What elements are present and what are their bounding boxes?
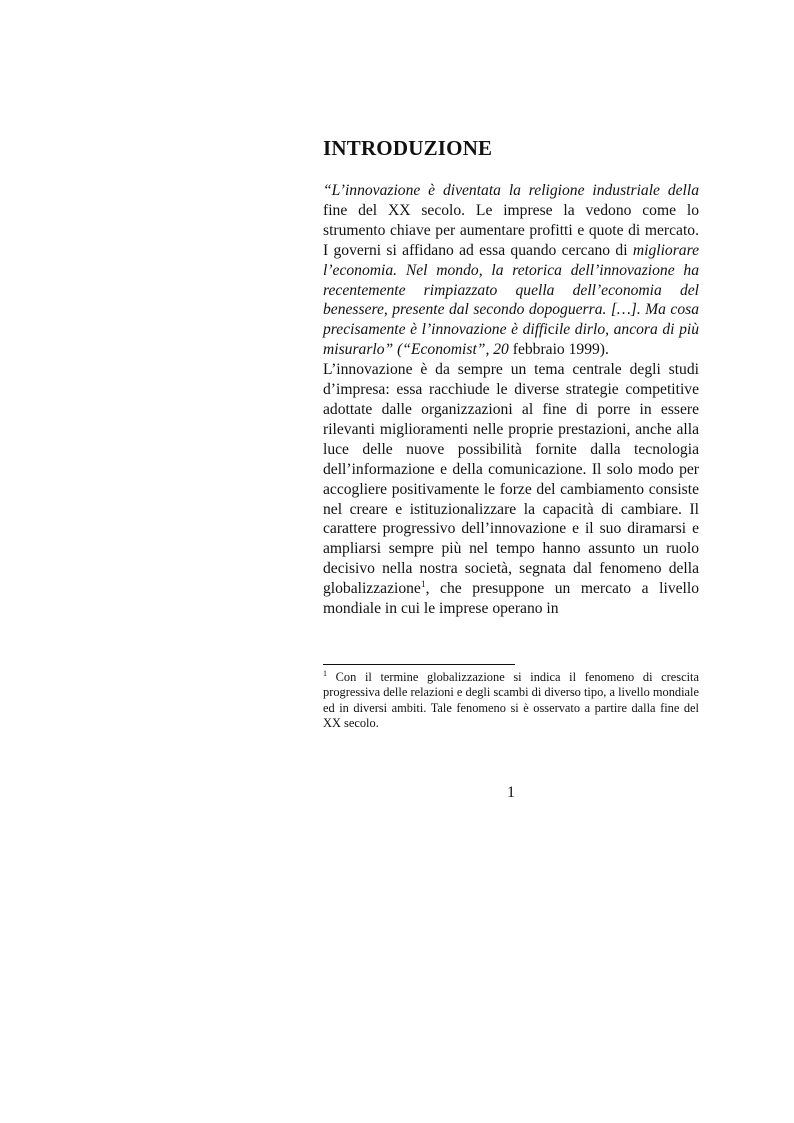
footnote-text: Con il termine globalizzazione si indica il fenomeno di crescita progressiva delle relazioni e degli scambi di diverso tipo, a livello mondiale ed in diversi ambiti. Tale fenomeno si è osservato a partire dalla fine del XX secolo. xyxy=(323,670,699,730)
page-number: 1 xyxy=(507,784,515,801)
paragraph-text-2: , che presuppone un mercato a livello mondiale in cui le imprese operano in xyxy=(323,580,699,618)
body-text xyxy=(323,181,699,619)
quote-italic-1: “L’innovazione è diventata la religione industriale della xyxy=(323,182,699,199)
footnote-marker: 1 xyxy=(323,668,327,678)
footnote-reference[interactable]: 1 xyxy=(420,579,426,590)
quote-roman: fine del XX secolo. Le imprese la vedono come lo strumento chiave per aumentare profitti e quote di mercato. I governi si affidano ad essa quando cercano di xyxy=(323,201,699,259)
quote-roman-3: febbraio 1999). xyxy=(512,341,609,359)
footnote-separator xyxy=(323,664,515,665)
paragraph-text-1: L’innovazione è da sempre un tema centrale degli studi d’impresa: essa racchiude le diverse strategie competitive adottate dalle organizzazioni al fine di porre in essere rilevanti miglioramenti nelle proprie prestazioni, anche alla luce delle nuove possibilità fornite dalla tecnologia dell’informazione e della comunicazione. Il solo modo per accogliere positivamente le forze del cambiamento consiste nel creare e istituzionalizzare la capacità di cambiare. Il carattere progressivo dell’innovazione e il suo diramarsi e ampliarsi sempre più nel tempo hanno assunto un ruolo decisivo nella nostra società, segnata dal fenomeno della globalizzazione xyxy=(323,361,699,598)
page-title: INTRODUZIONE xyxy=(323,136,493,160)
quote-roman-2: c xyxy=(547,321,555,339)
quote-paragraph xyxy=(323,181,699,360)
quote-italic-3: ile dirlo, ancora di più misurarlo” (“Economist”, 20 xyxy=(323,321,699,359)
footnote xyxy=(323,670,699,731)
quote-italic-2: migliorare l’economia. Nel mondo, la retorica dell’innovazione ha recentemente rimpiazzato quella dell’economia del benessere, presente dal secondo dopoguerra. […]. Ma cosa precisamente è l’innovazione è diffi xyxy=(323,241,699,339)
main-paragraph xyxy=(323,360,699,619)
